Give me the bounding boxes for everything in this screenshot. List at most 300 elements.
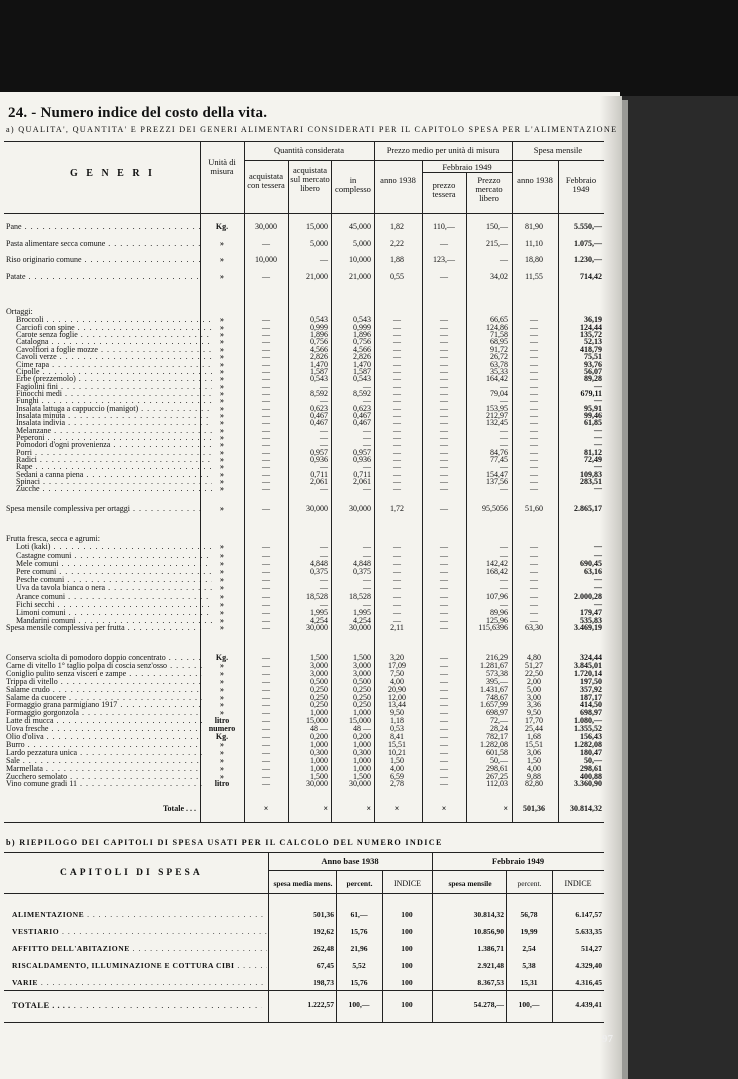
- cell-tess: —: [262, 403, 270, 413]
- table-row-ortaggi-total: [4, 504, 604, 514]
- cell-tot: 2,061: [353, 477, 371, 487]
- cell-ptes: —: [440, 608, 448, 617]
- cell-tot: 0,500: [353, 676, 371, 686]
- cell-tot: —: [363, 575, 371, 585]
- cell-plib: 89,96: [490, 608, 508, 617]
- summary-cell-f_ix: 6.147,57: [575, 910, 602, 919]
- cell-p38: —: [393, 542, 401, 552]
- cell-p38: —: [393, 477, 401, 487]
- cell-tess: —: [262, 462, 270, 472]
- cell-p38: ×: [394, 804, 400, 813]
- cell-tot: 0,543: [353, 374, 371, 384]
- cell-tess: —: [262, 542, 270, 552]
- cell-plib: 34,02: [490, 271, 508, 281]
- summary-cell-a_pc: 15,76: [350, 978, 368, 987]
- summary-cell-f_ix: 4.329,40: [575, 961, 602, 970]
- cell-unit: »: [220, 238, 224, 248]
- scan-right-border: [612, 96, 738, 1079]
- group-label: Frutta fresca, secca e agrumi:: [6, 534, 100, 543]
- cell-s38: —: [530, 583, 538, 593]
- cell-lib: 15,000: [306, 716, 328, 726]
- cell-tess: —: [262, 692, 270, 702]
- cell-p38: 7,50: [390, 668, 404, 678]
- cell-s38: 25,44: [525, 724, 543, 734]
- cell-ptes: —: [440, 616, 448, 626]
- summary-cell-f_sp: 2.921,48: [477, 961, 504, 970]
- cell-s38: —: [530, 599, 538, 609]
- cell-unit: »: [220, 403, 224, 413]
- row-label: Sale . . .: [6, 756, 202, 766]
- cell-s49: 298,61: [580, 763, 602, 773]
- cell-ptes: —: [440, 771, 448, 781]
- cell-tot: 4,566: [353, 344, 371, 354]
- cell-plib: 153,95: [486, 403, 508, 413]
- summary-cell-a_sp: 501,36: [313, 910, 334, 919]
- cell-ptes: —: [440, 447, 448, 457]
- cell-s38: 11,55: [525, 271, 543, 281]
- row-label: Limoni comuni . . .: [6, 608, 212, 618]
- summary-cell-f_pc: 56,78: [520, 910, 538, 919]
- cell-p38: —: [393, 337, 401, 347]
- cell-unit: »: [220, 477, 224, 487]
- cell-tess: —: [262, 315, 270, 325]
- cell-s49: —: [594, 433, 602, 442]
- header-prezzo-medio: Prezzo medio per unità di misura: [386, 145, 500, 155]
- summary-cell-f_pc: 19,99: [520, 927, 538, 936]
- cell-unit: »: [220, 747, 224, 757]
- cell-unit: »: [220, 352, 224, 362]
- cell-plib: 212,97: [486, 410, 508, 420]
- table-top-rule: [4, 141, 604, 142]
- cell-lib: —: [320, 575, 328, 585]
- cell-tot: 8,592: [353, 388, 371, 398]
- cell-p38: 12,00: [388, 692, 406, 702]
- cell-s38: —: [530, 575, 538, 585]
- row-label: Carne di vitello 1° taglio polpa di coscia senz'osso . . .: [6, 661, 202, 671]
- cell-s49: —: [594, 484, 602, 494]
- cell-p38: 4,00: [390, 763, 404, 773]
- cell-ptes: —: [440, 418, 448, 428]
- summary-cell-a_sp: 1.222,57: [307, 1000, 334, 1009]
- cell-tot: 1,470: [353, 359, 371, 369]
- cell-s49: 72,49: [584, 455, 602, 465]
- cell-s49: —: [594, 583, 602, 593]
- cell-plib: 115,6396: [478, 623, 508, 632]
- summary-row-total: [4, 998, 604, 1012]
- cell-tot: 0,375: [353, 567, 371, 576]
- cell-unit: »: [220, 271, 224, 281]
- cell-p38: —: [393, 440, 401, 450]
- cell-tess: —: [262, 653, 270, 662]
- cell-p38: 3,20: [390, 653, 404, 662]
- cell-ptes: —: [440, 440, 448, 450]
- cell-s38: —: [530, 469, 538, 479]
- cell-ptes: —: [440, 344, 448, 354]
- table-bottom-rule: [4, 822, 604, 823]
- summary-cell-a_sp: 67,45: [316, 961, 334, 970]
- cell-s49: 135,72: [580, 330, 602, 340]
- cell-lib: —: [320, 462, 328, 472]
- cell-tot: —: [363, 425, 371, 435]
- cell-s38: —: [530, 344, 538, 354]
- row-label: Pane . . .: [6, 222, 202, 232]
- cell-p38: —: [393, 388, 401, 398]
- cell-s38: —: [530, 447, 538, 457]
- cell-plib: 1.281,67: [480, 660, 508, 670]
- cell-p38: 20,90: [388, 684, 406, 694]
- cell-ptes: —: [440, 542, 448, 552]
- cell-tess: —: [262, 433, 270, 442]
- cell-tot: 0,250: [353, 684, 371, 694]
- row-label: Cavolfiori a foglie mozze . . .: [6, 345, 212, 355]
- summary-label: ALIMENTAZIONE . . .: [12, 908, 267, 922]
- cell-ptes: —: [440, 359, 448, 369]
- cell-unit: »: [220, 455, 224, 465]
- cell-tess: —: [262, 359, 270, 369]
- cell-ptes: —: [440, 396, 448, 406]
- cell-s38: 11,10: [525, 238, 543, 248]
- cell-tot: 30,000: [349, 504, 371, 513]
- row-label: Salame crudo . . .: [6, 685, 202, 695]
- cell-lib: 1,896: [310, 330, 328, 340]
- cell-s49: 2.000,28: [574, 591, 602, 601]
- cell-p38: —: [393, 433, 401, 442]
- cell-plib: 35,33: [490, 366, 508, 376]
- row-label: Spesa mensile complessiva per frutta . . .: [6, 623, 202, 633]
- cell-s38: 17,70: [525, 716, 543, 726]
- row-label: Latte di mucca . . .: [6, 716, 202, 726]
- cell-lib: —: [320, 542, 328, 552]
- cell-tot: 4,254: [353, 616, 371, 626]
- cell-tot: 1,896: [353, 330, 371, 340]
- cell-s38: 3,00: [527, 692, 541, 702]
- cell-s49: 89,28: [584, 374, 602, 384]
- cell-plib: 95,5056: [482, 504, 508, 513]
- cell-lib: 2,826: [310, 352, 328, 362]
- cell-s49: —: [594, 550, 602, 560]
- cell-tess: —: [262, 550, 270, 560]
- row-label: Patate . . .: [6, 272, 202, 282]
- cell-plib: —: [500, 484, 508, 494]
- cell-ptes: —: [440, 591, 448, 601]
- cell-p38: 4,00: [390, 676, 404, 686]
- cell-tot: 0,711: [353, 469, 371, 479]
- cell-tess: —: [262, 567, 270, 576]
- cell-plib: 154,47: [486, 469, 508, 479]
- row-label: Rape . . .: [6, 462, 212, 472]
- header-prezzo-tessera: prezzo tessera: [432, 180, 456, 199]
- summary-cell-f_pc: 15,31: [520, 978, 538, 987]
- cell-plib: 28,24: [490, 724, 508, 734]
- cell-lib: 2,061: [310, 477, 328, 487]
- cell-s38: 3,36: [527, 700, 541, 710]
- row-label: Broccoli . . .: [6, 315, 212, 325]
- cell-unit: numero: [208, 724, 236, 734]
- cell-s38: 51,60: [525, 504, 543, 513]
- group-label: Ortaggi:: [6, 307, 33, 316]
- summary-cell-a_pc: 61,—: [350, 910, 368, 919]
- cell-plib: 91,72: [490, 344, 508, 354]
- cell-lib: 0,375: [310, 567, 328, 576]
- cell-s49: —: [594, 462, 602, 472]
- row-label: Loti (kaki) . . .: [6, 542, 212, 552]
- cell-unit: »: [220, 616, 224, 626]
- cell-tess: ×: [263, 804, 269, 813]
- table-row-main: [4, 222, 604, 232]
- cell-plib: 63,78: [490, 359, 508, 369]
- row-label: Marmellata . . .: [6, 764, 202, 774]
- cell-tot: —: [363, 462, 371, 472]
- cell-s49: 418,79: [580, 344, 602, 354]
- cell-ptes: —: [440, 623, 448, 632]
- cell-plib: —: [500, 440, 508, 450]
- cell-lib: —: [320, 440, 328, 450]
- row-label: Porri . . .: [6, 448, 212, 458]
- cell-plib: 1.282,08: [480, 739, 508, 749]
- cell-unit: »: [220, 418, 224, 428]
- cell-lib: 3,000: [310, 660, 328, 670]
- header-prezzo-libero: Prezzo mercato libero: [475, 175, 503, 203]
- s2-header-percent: percent.: [346, 879, 373, 888]
- cell-ptes: —: [440, 599, 448, 609]
- cell-ptes: —: [440, 583, 448, 593]
- table-row-food: [4, 779, 604, 789]
- cell-tot: 18,528: [349, 591, 371, 601]
- cell-tess: —: [262, 352, 270, 362]
- cell-lib: —: [320, 255, 328, 264]
- cell-plib: 748,67: [486, 692, 508, 702]
- cell-s49: 36,19: [584, 315, 602, 325]
- row-label: Uva da tavola bianca o nera . . .: [6, 583, 212, 593]
- cell-s38: 1,68: [527, 732, 541, 741]
- cell-lib: 1,000: [310, 739, 328, 749]
- cell-lib: 0,250: [310, 700, 328, 710]
- cell-tess: —: [262, 425, 270, 435]
- cell-s49: 5.550,—: [574, 222, 602, 231]
- cell-plib: ×: [503, 804, 508, 813]
- cell-tess: —: [262, 668, 270, 678]
- cell-s49: —: [594, 425, 602, 435]
- cell-lib: 0,200: [310, 732, 328, 741]
- cell-plib: 71,58: [490, 330, 508, 340]
- cell-unit: »: [220, 660, 224, 670]
- cell-plib: —: [500, 583, 508, 593]
- s2-total-rule: [4, 990, 604, 991]
- row-label: Melanzane . . .: [6, 426, 212, 436]
- cell-unit: »: [220, 583, 224, 593]
- cell-s49: 61,85: [584, 418, 602, 428]
- cell-ptes: —: [440, 484, 448, 494]
- cell-p38: 1,72: [390, 504, 404, 513]
- cell-unit: »: [220, 623, 224, 632]
- cell-tess: —: [262, 755, 270, 765]
- cell-s49: 400,88: [580, 771, 602, 781]
- cell-plib: 782,17: [486, 732, 508, 741]
- cell-unit: »: [220, 763, 224, 773]
- cell-ptes: —: [440, 410, 448, 420]
- cell-s49: 95,91: [584, 403, 602, 413]
- cell-p38: —: [393, 425, 401, 435]
- cell-tot: —: [363, 440, 371, 450]
- cell-ptes: ×: [441, 804, 447, 813]
- cell-lib: 5,000: [310, 238, 328, 248]
- row-label: Totale . . .: [162, 804, 196, 813]
- header-anno-1938: anno 1938: [380, 175, 416, 185]
- cell-plib: 112,03: [486, 779, 508, 789]
- cell-p38: —: [393, 608, 401, 617]
- cell-s49: 1.355,52: [574, 724, 602, 734]
- cell-tot: 1,995: [353, 608, 371, 617]
- cell-s49: 283,51: [580, 477, 602, 487]
- summary-cell-a_sp: 192,62: [313, 927, 334, 936]
- cell-ptes: —: [440, 337, 448, 347]
- cell-s49: 109,83: [580, 469, 602, 479]
- cell-p38: —: [393, 616, 401, 626]
- cell-tess: —: [262, 344, 270, 354]
- cell-plib: 125,96: [486, 616, 508, 626]
- cell-ptes: —: [440, 653, 448, 662]
- cell-unit: litro: [214, 716, 230, 726]
- row-label: Erbe (prezzemolo) . . .: [6, 374, 212, 384]
- cell-s38: 9,88: [527, 771, 541, 781]
- cell-lib: 0,957: [310, 447, 328, 457]
- header-acq-libero: acquistata sul mercato libero: [290, 165, 330, 193]
- cell-lib: —: [320, 425, 328, 435]
- cell-lib: 30,000: [306, 779, 328, 789]
- cell-plib: 267,25: [486, 771, 508, 781]
- cell-s49: 50,—: [584, 755, 602, 765]
- cell-s38: —: [530, 337, 538, 347]
- cell-tot: 0,467: [353, 410, 371, 420]
- cell-unit: »: [220, 771, 224, 781]
- cell-s38: —: [530, 359, 538, 369]
- cell-s38: —: [530, 425, 538, 435]
- cell-ptes: —: [440, 238, 448, 248]
- cell-ptes: —: [440, 700, 448, 710]
- cell-plib: —: [500, 255, 508, 264]
- cell-tot: —: [363, 396, 371, 406]
- cell-unit: »: [220, 599, 224, 609]
- cell-s38: 1,50: [527, 755, 541, 765]
- cell-ptes: —: [440, 739, 448, 749]
- s2-top-rule: [4, 852, 604, 853]
- header-quantita: Quantità considerata: [273, 145, 345, 155]
- cell-unit: »: [220, 374, 224, 384]
- cell-tot: 3,000: [353, 668, 371, 678]
- summary-cell-f_sp: 30.814,32: [473, 910, 504, 919]
- cell-p38: —: [393, 410, 401, 420]
- cell-ptes: —: [440, 352, 448, 362]
- summary-label: TOTALE . . . . . . .: [12, 998, 262, 1012]
- cell-tot: 1,500: [353, 653, 371, 662]
- row-label: Sedani a canna piena . . .: [6, 470, 212, 480]
- cell-lib: 1,995: [310, 608, 328, 617]
- cell-s38: —: [530, 410, 538, 420]
- row-label: Finocchi medi . . .: [6, 389, 212, 399]
- cell-s49: 324,44: [580, 653, 602, 662]
- cell-tot: 1,000: [353, 755, 371, 765]
- summary-cell-f_sp: 54.278,—: [473, 1000, 504, 1009]
- cell-p38: —: [393, 344, 401, 354]
- cell-unit: »: [220, 425, 224, 435]
- cell-plib: 164,42: [486, 374, 508, 384]
- cell-lib: 0,543: [310, 374, 328, 384]
- cell-unit: »: [220, 344, 224, 354]
- cell-plib: 298,61: [486, 763, 508, 773]
- cell-s49: 414,50: [580, 700, 602, 710]
- cell-unit: »: [220, 739, 224, 749]
- cell-unit: »: [220, 684, 224, 694]
- cell-tess: —: [262, 591, 270, 601]
- cell-tess: —: [262, 238, 270, 248]
- row-label: Insalata minuta . . .: [6, 411, 212, 421]
- cell-ptes: —: [440, 779, 448, 789]
- cell-plib: 573,38: [486, 668, 508, 678]
- cell-tot: 4,848: [353, 558, 371, 568]
- cell-s49: 93,76: [584, 359, 602, 369]
- summary-label: AFFITTO DELL'ABITAZIONE . . .: [12, 942, 267, 956]
- cell-lib: 4,254: [310, 616, 328, 626]
- cell-tot: 1,500: [353, 771, 371, 781]
- cell-s49: 180,47: [580, 747, 602, 757]
- cell-plib: 1.657,99: [480, 700, 508, 710]
- cell-ptes: —: [440, 692, 448, 702]
- row-label: Trippa di vitello . . .: [6, 677, 202, 687]
- cell-tot: 0,467: [353, 418, 371, 428]
- summary-row: [4, 908, 604, 922]
- cell-ptes: —: [440, 322, 448, 332]
- s2-header-rule: [4, 893, 604, 894]
- row-label: Cime rapa . . .: [6, 360, 212, 370]
- cell-plib: 107,96: [486, 591, 508, 601]
- cell-ptes: 110,—: [433, 222, 455, 231]
- summary-cell-a_ix: 100: [401, 961, 413, 970]
- cell-tess: —: [262, 558, 270, 568]
- row-label: Funghi . . .: [6, 396, 212, 406]
- cell-p38: —: [393, 418, 401, 428]
- cell-lib: —: [320, 381, 328, 391]
- cell-plib: 1.431,67: [480, 684, 508, 694]
- cell-p38: 13,44: [388, 700, 406, 710]
- cell-s38: —: [530, 322, 538, 332]
- cell-lib: 1,000: [310, 755, 328, 765]
- cell-tess: —: [262, 716, 270, 726]
- cell-ptes: —: [440, 469, 448, 479]
- row-label: Uova fresche . . .: [6, 724, 202, 734]
- cell-tess: —: [262, 455, 270, 465]
- cell-s38: 15,51: [525, 739, 543, 749]
- row-label: Zucchero semolato . . .: [6, 772, 202, 782]
- summary-row: [4, 976, 604, 990]
- cell-tot: 0,543: [353, 315, 371, 325]
- row-label: Pesche comuni . . .: [6, 575, 212, 585]
- cell-ptes: —: [440, 462, 448, 472]
- quantita-sub-rule: [244, 160, 374, 161]
- cell-tot: 1,000: [353, 763, 371, 773]
- cell-ptes: —: [440, 366, 448, 376]
- row-label: Spinaci . . .: [6, 477, 212, 487]
- cell-tess: —: [262, 676, 270, 686]
- cell-tot: 1,000: [353, 739, 371, 749]
- cell-s38: —: [530, 550, 538, 560]
- summary-cell-a_ix: 100: [401, 927, 413, 936]
- cell-s38: 51,27: [525, 660, 543, 670]
- cell-lib: 3,000: [310, 668, 328, 678]
- cell-plib: 26,72: [490, 352, 508, 362]
- header-spesa-1949: Febbraio 1949: [565, 175, 597, 194]
- cell-tess: —: [262, 440, 270, 450]
- cell-ptes: —: [440, 668, 448, 678]
